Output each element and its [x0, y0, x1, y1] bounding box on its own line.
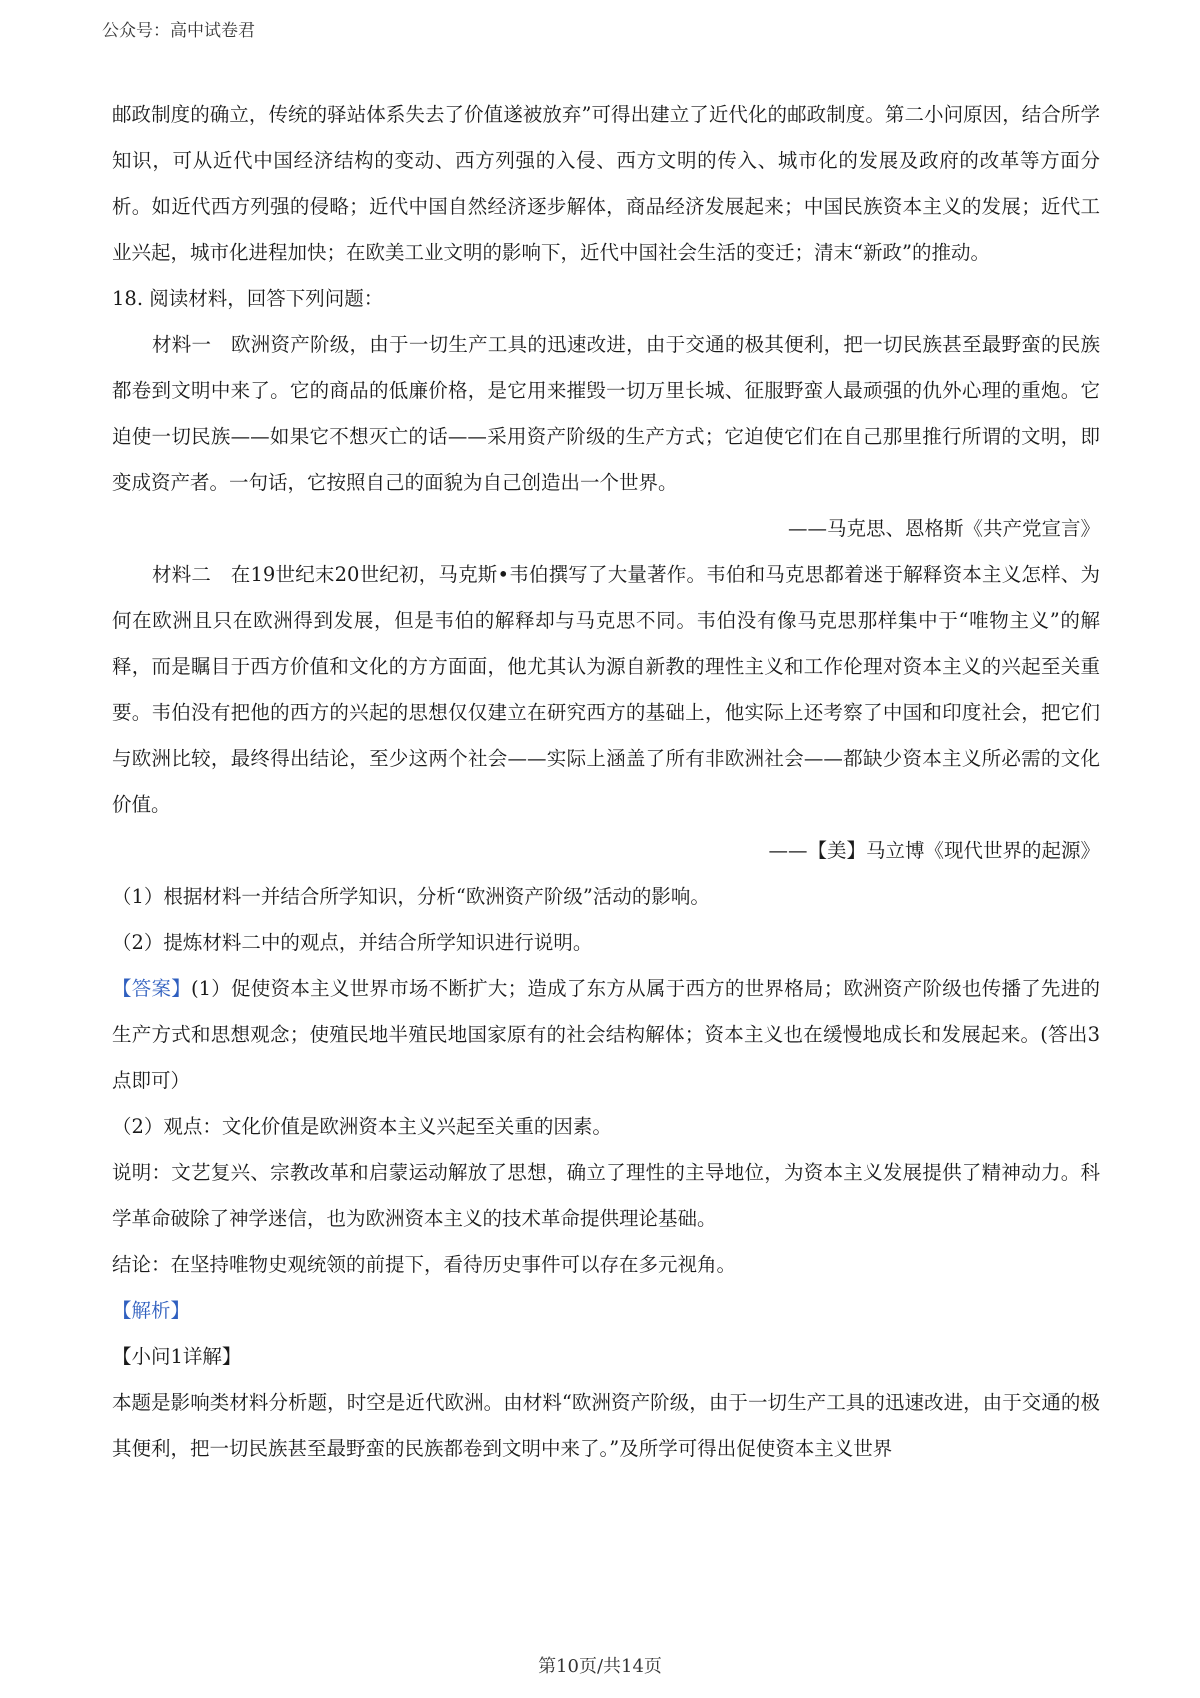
- question-title: 18. 阅读材料，回答下列问题：: [112, 287, 384, 310]
- answer-one: [112, 966, 1100, 1104]
- page-number: 第10页/共14页: [538, 1656, 662, 1677]
- material-two: 材料二 在19世纪末20世纪初，马克斯•韦伯撰写了大量著作。韦伯和马克思都着迷于解释资本主义怎样、为何在欧洲且只在欧洲得到发展，但是韦伯的解释却与马克思不同。韦伯没有像马克思那样集中于“唯物主义”的解释，而是瞩目于西方价值和文化的方方面面，他尤其认为源自新教的理性主义和工作伦理对资本主义的兴起至关重要。韦伯没有把他的西方的兴起的思想仅仅建立在研究西方的基础上，他实际上还考察了中国和印度社会，把它们与欧洲比较，最终得出结论，至少这两个社会——实际上涵盖了所有非欧洲社会——都缺少资本主义所必需的文化价值。: [112, 563, 1100, 816]
- answer-two: （2）观点：文化价值是欧洲资本主义兴起至关重的因素。: [112, 1115, 612, 1138]
- material-one-source: ——马克思、恩格斯《共产党宣言》: [787, 517, 1100, 540]
- answer-conclusion: 结论：在坚持唯物史观统领的前提下，看待历史事件可以存在多元视角。: [112, 1253, 737, 1276]
- answer-one-text: (1）促使资本主义世界市场不断扩大；造成了东方从属于西方的世界格局；欧洲资产阶级也传播了先进的生产方式和思想观念；使殖民地半殖民地国家原有的社会结构解体；资本主义也在缓慢地成长和发展起来。(答出3点即可）: [112, 977, 1100, 1092]
- page-header: 公众号：高中试卷君: [102, 21, 255, 41]
- question-one: （1）根据材料一并结合所学知识，分析“欧洲资产阶级”活动的影响。: [112, 885, 710, 908]
- answer-label: 【答案】: [112, 977, 192, 1000]
- answer-explain: 说明：文艺复兴、宗教改革和启蒙运动解放了思想，确立了理性的主导地位，为资本主义发展提供了精神动力。科学革命破除了神学迷信，也为欧洲资本主义的技术革命提供理论基础。: [112, 1161, 1100, 1230]
- analysis-label: 【解析】: [112, 1299, 191, 1322]
- material-two-source: ——【美】马立博《现代世界的起源》: [768, 839, 1100, 862]
- analysis-text: 本题是影响类材料分析题，时空是近代欧洲。由材料“欧洲资产阶级，由于一切生产工具的迅速改进，由于交通的极其便利，把一切民族甚至最野蛮的民族都卷到文明中来了。”及所学可得出促使资本主义世界: [112, 1391, 1100, 1460]
- page-content: [112, 92, 1100, 1472]
- material-one: 材料一 欧洲资产阶级，由于一切生产工具的迅速改进，由于交通的极其便利，把一切民族甚至最野蛮的民族都卷到文明中来了。它的商品的低廉价格，是它用来摧毁一切万里长城、征服野蛮人最顽强的仇外心理的重炮。它迫使一切民族——如果它不想灭亡的话——采用资产阶级的生产方式；它迫使它们在自己那里推行所谓的文明，即变成资产者。一句话，它按照自己的面貌为自己创造出一个世界。: [112, 333, 1100, 494]
- question-two: （2）提炼材料二中的观点，并结合所学知识进行说明。: [112, 931, 593, 954]
- analysis-subheading: 【小问1详解】: [112, 1345, 242, 1368]
- intro-paragraph: 邮政制度的确立，传统的驿站体系失去了价值遂被放弃”可得出建立了近代化的邮政制度。第二小问原因，结合所学知识，可从近代中国经济结构的变动、西方列强的入侵、西方文明的传入、城市化的发展及政府的改革等方面分析。如近代西方列强的侵略；近代中国自然经济逐步解体，商品经济发展起来；中国民族资本主义的发展；近代工业兴起，城市化进程加快；在欧美工业文明的影响下，近代中国社会生活的变迁；清末“新政”的推动。: [112, 103, 1100, 264]
